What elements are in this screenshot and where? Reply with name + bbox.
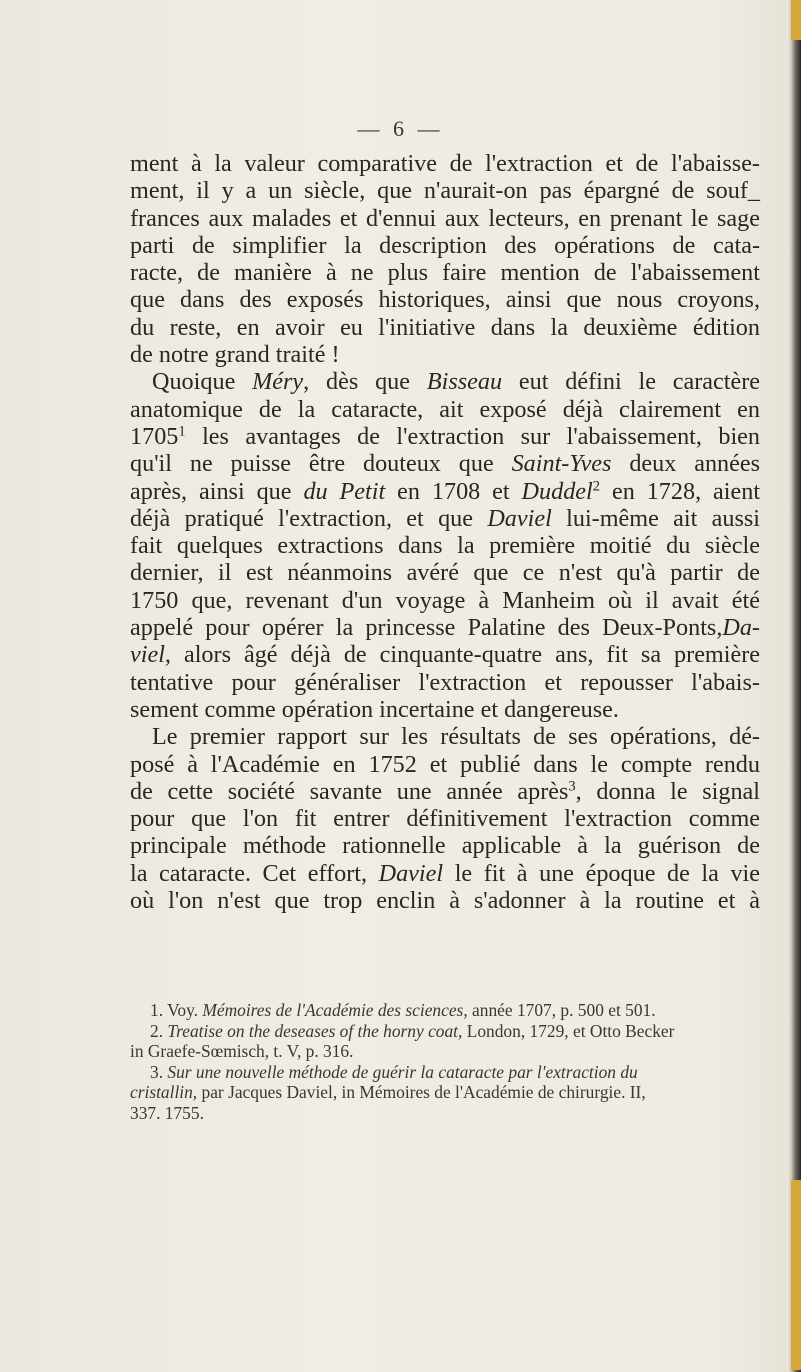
page-number: — 6 — [357, 116, 444, 141]
text-line: ment à la valeur comparative de l'extraction et de l'abaisse- [130, 150, 760, 177]
footnote-2: 2. Treatise on the deseases of the horny coat, London, 1729, et Otto Becker [150, 1020, 675, 1041]
page-edge-stain [791, 1180, 801, 1370]
text-line: du reste, en avoir eu l'initiative dans la deuxième édition [130, 313, 760, 341]
text-line: frances aux malades et d'ennui aux lecteurs, en prenant le sage [130, 204, 760, 232]
text-line: pour que l'on fit entrer définitivement l'extraction comme [130, 805, 760, 833]
name-mery: Méry [252, 368, 304, 396]
main-text [130, 150, 760, 914]
text-line: parti de simplifier la description des opérations de cata- [130, 231, 760, 259]
footnote-ref-2: 2 [592, 477, 601, 494]
name-daviel: Daviel [378, 859, 444, 887]
text-line: 1705$^1$ les avantages de l'extraction sur l'abaissement, bien [130, 422, 761, 450]
footnote-3: 3. Sur une nouvelle méthode de guérir la cataracte par l'extraction du [150, 1061, 638, 1082]
text-line: de cette société savante une année après$^3$, donna le signal [130, 777, 761, 805]
page-edge-stain [791, 0, 801, 40]
text-line: la cataracte. Cet effort, Daviel le fit à une époque de la vie [130, 859, 760, 887]
name-du-petit: du Petit [303, 477, 386, 505]
text-line: tentative pour généraliser l'extraction et repousser l'abais- [130, 668, 760, 696]
name-saint-yves: Saint-Yves [511, 450, 612, 478]
name-daviel: Daviel [487, 504, 552, 532]
footnote-ref-1: 1 [178, 423, 186, 440]
text-line: racte, de manière à ne plus faire mention de l'abaissement [130, 259, 760, 287]
text-line: posé à l'Académie en 1752 et publié dans le compte rendu [130, 750, 760, 778]
name-bisseau: Bisseau [426, 368, 503, 396]
footnote-3-cont: cristallin, par Jacques Daviel, in Mémoires de l'Académie de chirurgie. II, [130, 1082, 646, 1103]
text-line: fait quelques extractions dans la première moitié du siècle [130, 532, 760, 560]
text-line: 1750 que, revenant d'un voyage à Manheim où il avait été [130, 586, 760, 614]
footnote-3-cont: 337. 1755. [130, 1102, 204, 1123]
footnote-ref-3: 3 [568, 778, 576, 795]
footnote-2-cont: in Graefe-Sœmisch, t. V, p. 316. [130, 1041, 354, 1062]
name-duddel: Duddel [521, 477, 593, 505]
text-line: sement comme opération incertaine et dangereuse. [130, 695, 619, 723]
text-line: Quoique Méry, dès que Bisseau eut défini le caractère [152, 368, 760, 396]
text-line: principale méthode rationnelle applicable à la guérison de [130, 832, 760, 860]
text-line: viel, alors âgé déjà de cinquante-quatre ans, fit sa première [130, 641, 760, 669]
text-line: dernier, il est néanmoins avéré que ce n'est qu'à partir de [130, 559, 760, 587]
page-edge-shadow [787, 0, 801, 1372]
text-line: qu'il ne puisse être douteux que Saint-Yves deux années [130, 450, 761, 478]
name-daviel: viel, [130, 641, 171, 669]
text-line: ment, il y a un siècle, que n'aurait-on pas épargné de souf_ [130, 177, 760, 205]
text-line: après, ainsi que du Petit en 1708 et Duddel$^2$ en 1728, aient [130, 477, 761, 505]
text-line: de notre grand traité ! [130, 341, 340, 369]
text-line: Le premier rapport sur les résultats de ses opérations, dé- [152, 723, 760, 751]
text-line: que dans des exposés historiques, ainsi que nous croyons, [130, 286, 760, 314]
text-line: déjà pratiqué l'extraction, et que Daviel lui-même ait aussi [130, 504, 761, 532]
footnotes [130, 1000, 760, 1124]
text-line: où l'on n'est que trop enclin à s'adonner à la routine et à [130, 887, 760, 915]
text-line: anatomique de la cataracte, ait exposé déjà clairement en [130, 395, 760, 423]
name-daviel: Da- [722, 614, 760, 642]
footnote-1: 1. Voy. Mémoires de l'Académie des sciences, année 1707, p. 500 et 501. [150, 1000, 656, 1020]
text-line: appelé pour opérer la princesse Palatine des Deux-Ponts,Da- [130, 614, 760, 642]
